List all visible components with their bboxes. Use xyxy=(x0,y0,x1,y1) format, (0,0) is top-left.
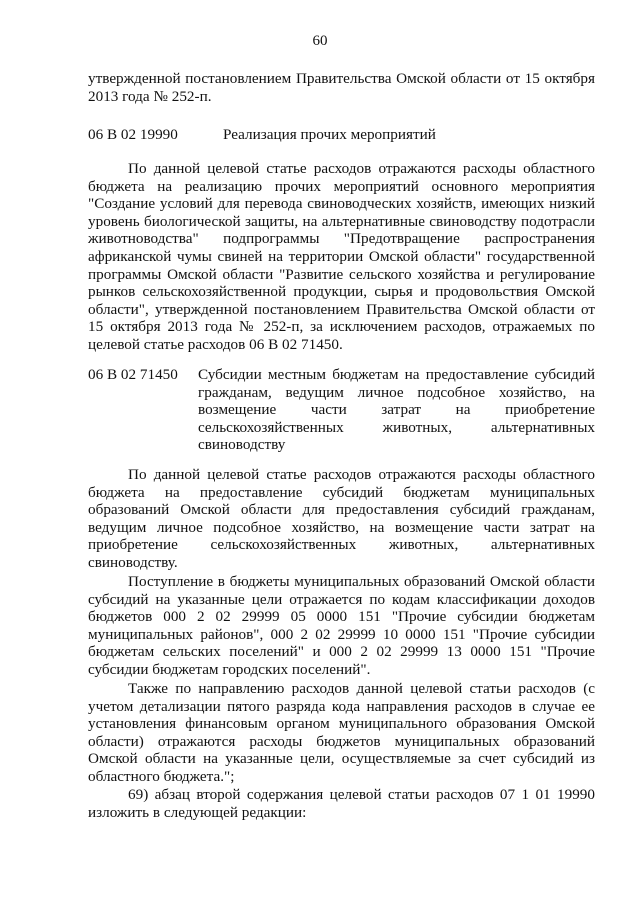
section2-paragraph-1: По данной целевой статье расходов отражаются расходы областного бюджета на предоставление субсидий бюджетам муниципальных образований Омской области для предоставления субсидий гражданам, ведущим личное подсобное хозяйство, на возмещение части затрат на приобретение сельскохозяйственных животных, альтернативных свиноводству. xyxy=(88,466,595,571)
page-number: 60 xyxy=(312,33,328,49)
section2-code: 06 В 02 71450 xyxy=(88,366,178,383)
section2-paragraph-3: Также по направлению расходов данной целевой статьи расходов (с учетом детализации пятого разряда кода направления расходов в случае ее установления финансовым органом муниципального образования Омской области) отражаются расходы бюджетов муниципальных образований Омской области на указанные цели, осуществляемые за счет субсидий из областного бюджета."; xyxy=(88,680,595,785)
continuation-text: утвержденной постановлением Правительства Омской области от 15 октября 2013 года № 252-п. xyxy=(88,70,595,105)
section2-title: Субсидии местным бюджетам на предоставление субсидий гражданам, ведущим личное подсобное хозяйство, на возмещение части затрат на приобретение сельскохозяйственных животных, альтернативных свиноводству xyxy=(198,366,595,454)
section1-title: Реализация прочих мероприятий xyxy=(223,126,436,143)
section1-code: 06 В 02 19990 xyxy=(88,126,178,143)
section1-paragraph: По данной целевой статье расходов отражаются расходы областного бюджета на реализацию прочих мероприятий основного мероприятия "Создание условий для перевода свиноводческих хозяйств, имеющих низкий уровень биологической защиты, на альтернативные свиноводству подотрасли животноводства" подпрограммы "Предотвращение распространения африканской чумы свиней на территории Омской области" государственной программы Омской области "Развитие сельского хозяйства и регулирование рынков сельскохозяйственной продукции, сырья и продовольствия Омской области", утвержденной постановлением Правительства Омской области от 15 октября 2013 года № 252-п, за исключением расходов, отражаемых по целевой статье расходов 06 В 02 71450. xyxy=(88,160,595,353)
section2-heading xyxy=(88,366,595,456)
section2-paragraph-4: 69) абзац второй содержания целевой статьи расходов 07 1 01 19990 изложить в следующей редакции: xyxy=(88,786,595,821)
section1-heading xyxy=(88,126,595,144)
section2-paragraph-2: Поступление в бюджеты муниципальных образований Омской области субсидий на указанные цели отражается по кодам классификации доходов бюджетов 000 2 02 29999 05 0000 151 "Прочие субсидии бюджетам муниципальных районов", 000 2 02 29999 10 0000 151 "Прочие субсидии бюджетам сельских поселений" и 000 2 02 29999 13 0000 151 "Прочие субсидии бюджетам городских поселений". xyxy=(88,573,595,678)
